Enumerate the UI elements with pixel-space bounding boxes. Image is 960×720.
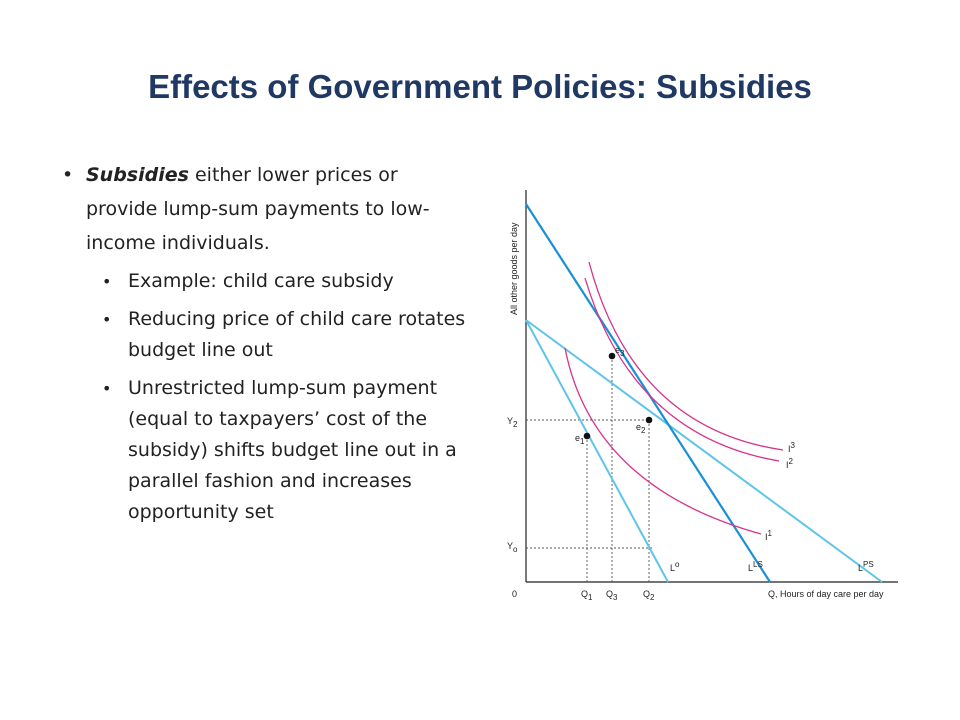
sub-bullet-lump-sum: • Unrestricted lump-sum payment (equal to taxpayers’ cost of the subsidy) shifts budget line out in a parallel fashion and increases opportunity set <box>62 373 472 528</box>
label-lps: LPS <box>858 560 874 573</box>
sub-bullet-example: • Example: child care subsidy <box>62 266 472 297</box>
bullet-term: Subsidies <box>86 164 189 186</box>
x-axis-label: Q, Hours of day care per day <box>768 589 884 599</box>
slide-title: Effects of Government Policies: Subsidies <box>148 68 812 105</box>
label-e2: e2 <box>636 422 646 435</box>
budget-constraint-diagram <box>490 178 930 608</box>
budget-line-original <box>526 320 668 582</box>
indifference-curve-2 <box>585 278 779 461</box>
label-i2: I2 <box>786 457 793 470</box>
indifference-curve-3 <box>589 262 783 450</box>
label-origin: 0 <box>512 589 518 599</box>
label-i1: I1 <box>765 529 772 542</box>
sub-bullet-price-reduction: • Reducing price of child care rotates budget line out <box>62 304 472 366</box>
y-axis-label: All other goods per day <box>509 222 519 315</box>
point-e1 <box>584 433 591 440</box>
budget-line-price-subsidy <box>526 320 882 582</box>
point-e2 <box>646 417 653 424</box>
label-lls: LLS <box>748 560 763 573</box>
label-i3: I3 <box>788 441 795 454</box>
label-q2: Q2 <box>643 589 655 602</box>
guide-lines <box>526 356 654 582</box>
label-y2: Y2 <box>507 416 518 429</box>
label-yo: Yo <box>507 541 518 554</box>
bullet-subsidies <box>62 158 472 260</box>
sub-bullet-list <box>62 266 472 528</box>
bullet-text: either lower prices or provide lump-sum payments to low-income individuals. <box>86 164 430 254</box>
label-q1: Q1 <box>581 589 593 602</box>
label-q3: Q3 <box>606 589 618 602</box>
label-e1: e1 <box>575 433 585 446</box>
indifference-curve-1 <box>565 348 761 534</box>
label-lo: Lo <box>670 560 680 573</box>
bullet-list <box>62 158 472 535</box>
label-e3: e3 <box>615 345 625 358</box>
